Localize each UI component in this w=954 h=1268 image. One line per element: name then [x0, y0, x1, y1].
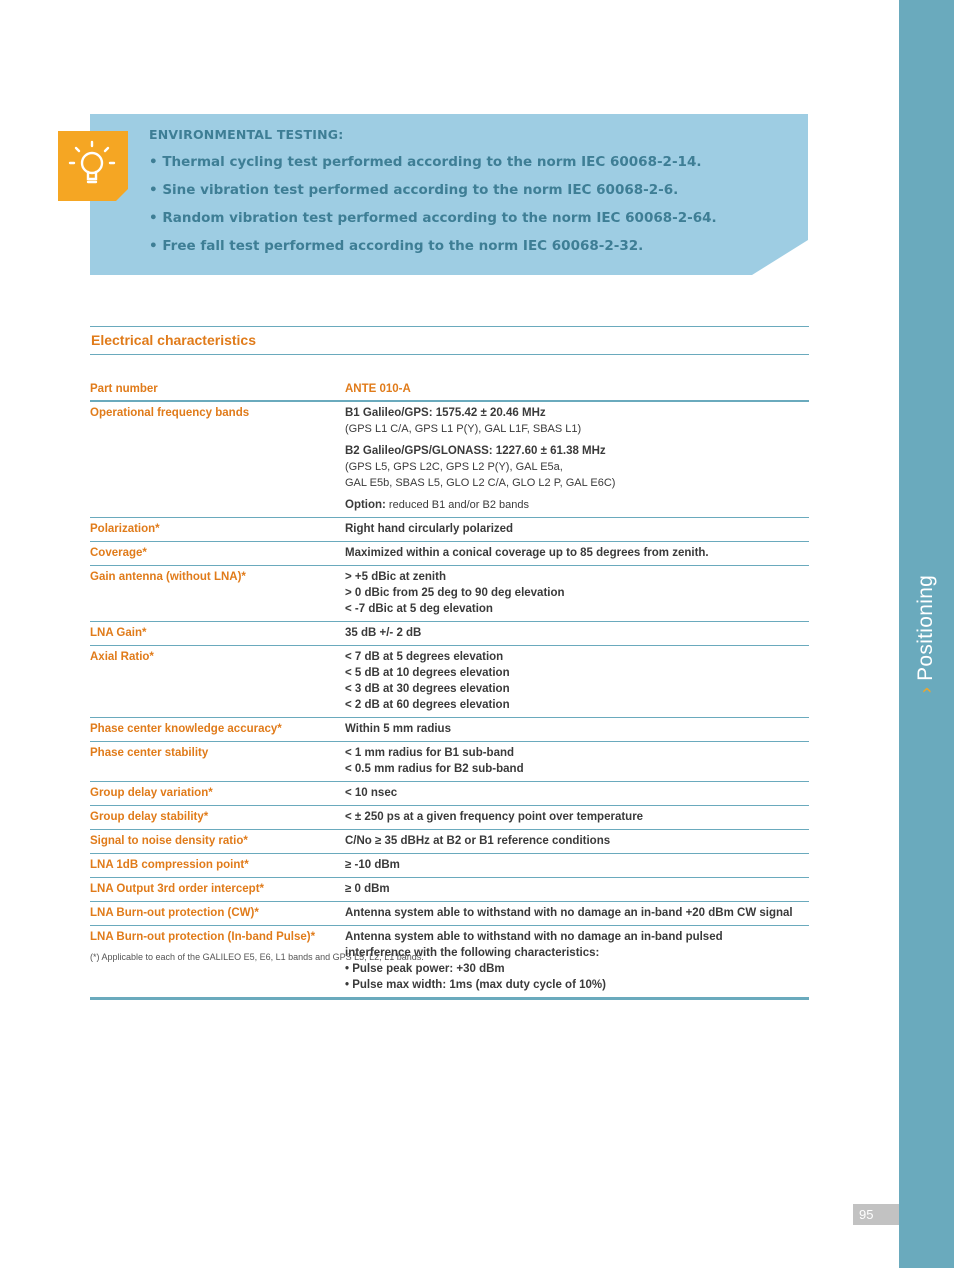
table-row [90, 902, 809, 926]
spec-value-line: > +5 dBic at zenith [345, 571, 446, 583]
table-row [90, 742, 809, 782]
spec-value [345, 649, 809, 713]
option-label: Option: [345, 499, 386, 511]
spec-value-line: < -7 dBic at 5 deg elevation [345, 603, 493, 615]
spec-label: Gain antenna (without LNA)* [90, 571, 246, 583]
environmental-testing-text [149, 127, 799, 266]
spec-label: Group delay variation* [90, 787, 213, 799]
environmental-bullet: • Thermal cycling test performed according to the norm IEC 60068-2-14. [149, 154, 702, 170]
spec-value-line: Antenna system able to withstand with no damage an in-band pulsed [345, 931, 723, 943]
spec-label: LNA Burn-out protection (In-band Pulse)* [90, 931, 316, 943]
spec-value-line: • Pulse max width: 1ms (max duty cycle of 10%) [345, 979, 606, 991]
chevron-icon: › [916, 686, 936, 694]
environmental-bullet: • Free fall test performed according to the norm IEC 60068-2-32. [149, 238, 644, 254]
table-row [90, 806, 809, 830]
spec-value-line: C/No ≥ 35 dBHz at B2 or B1 reference conditions [345, 835, 611, 847]
table-row [90, 718, 809, 742]
spec-value [345, 881, 809, 897]
band-b2-detail: GAL E5b, SBAS L5, GLO L2 C/A, GLO L2 P, GAL E6C) [345, 477, 616, 489]
spec-value: ANTE 010-A [345, 383, 411, 395]
section-rule-top [90, 326, 809, 327]
option-text: reduced B1 and/or B2 bands [385, 499, 529, 511]
spec-label: LNA 1dB compression point* [90, 859, 249, 871]
spec-label: Phase center stability [90, 747, 209, 759]
spec-value [345, 857, 809, 873]
band-b2-detail: (GPS L5, GPS L2C, GPS L2 P(Y), GAL E5a, [345, 461, 563, 473]
band-b2-title: B2 Galileo/GPS/GLONASS: 1227.60 ± 61.38 MHz [345, 445, 606, 457]
environmental-heading: ENVIRONMENTAL TESTING: [149, 127, 344, 142]
section-rule-bottom [90, 354, 809, 355]
table-end-rule [90, 997, 809, 1000]
spec-label: Polarization* [90, 523, 160, 535]
footnote: (*) Applicable to each of the GALILEO E5, E6, L1 bands and GPS L5, L2, L1 bands. [90, 952, 424, 962]
spec-value-line: Within 5 mm radius [345, 723, 451, 735]
table-row [90, 878, 809, 902]
spec-value-line: < 10 nsec [345, 787, 398, 799]
spec-value-line: interference with the following characteristics: [345, 947, 600, 959]
spec-value-line: < ± 250 ps at a given frequency point over temperature [345, 811, 644, 823]
spec-table [90, 378, 809, 1000]
spec-value [345, 545, 809, 561]
spec-value-line: < 1 mm radius for B1 sub-band [345, 747, 515, 759]
spec-value-line: < 7 dB at 5 degrees elevation [345, 651, 504, 663]
spec-label: Signal to noise density ratio* [90, 835, 248, 847]
table-header-row [90, 378, 809, 402]
section-title: Electrical characteristics [91, 332, 256, 348]
spec-value-line: ≥ 0 dBm [345, 883, 390, 895]
spec-value [345, 745, 809, 777]
spec-value [345, 785, 809, 801]
table-row [90, 402, 809, 518]
spec-label: Part number [90, 383, 158, 395]
band-b1-detail: (GPS L1 C/A, GPS L1 P(Y), GAL L1F, SBAS L1) [345, 423, 582, 435]
spec-value [345, 721, 809, 737]
spec-label: Phase center knowledge accuracy* [90, 723, 282, 735]
table-row [90, 622, 809, 646]
table-row [90, 566, 809, 622]
table-row [90, 646, 809, 718]
spec-value [345, 905, 809, 921]
table-row [90, 830, 809, 854]
spec-value-line: Maximized within a conical coverage up to 85 degrees from zenith. [345, 547, 709, 559]
table-row [90, 518, 809, 542]
spec-value [345, 521, 809, 537]
spec-value [345, 833, 809, 849]
spec-value-line: < 2 dB at 60 degrees elevation [345, 699, 510, 711]
spec-value-line: < 0.5 mm radius for B2 sub-band [345, 763, 524, 775]
band-b1-title: B1 Galileo/GPS: 1575.42 ± 20.46 MHz [345, 407, 546, 419]
spec-label: LNA Output 3rd order intercept* [90, 883, 264, 895]
spec-value-line: < 5 dB at 10 degrees elevation [345, 667, 510, 679]
spec-label: Coverage* [90, 547, 147, 559]
spec-value [345, 569, 809, 617]
spec-value [345, 625, 809, 641]
spec-rows [90, 518, 809, 998]
spec-label: Operational frequency bands [90, 407, 250, 419]
table-row [90, 542, 809, 566]
spec-value-line: Right hand circularly polarized [345, 523, 514, 535]
spec-label: LNA Burn-out protection (CW)* [90, 907, 259, 919]
page-number: 95 [853, 1204, 899, 1225]
spec-value [345, 809, 809, 825]
spec-label: Group delay stability* [90, 811, 209, 823]
spec-label: LNA Gain* [90, 627, 147, 639]
table-row [90, 854, 809, 878]
table-row [90, 782, 809, 806]
spec-value-line: < 3 dB at 30 degrees elevation [345, 683, 510, 695]
spec-value-line: Antenna system able to withstand with no damage an in-band +20 dBm CW signal [345, 907, 793, 919]
environmental-bullet: • Random vibration test performed according to the norm IEC 60068-2-64. [149, 210, 717, 226]
table-row [90, 926, 809, 998]
spec-value-line: ≥ -10 dBm [345, 859, 400, 871]
lightbulb-icon [58, 131, 128, 201]
spec-value-line: 35 dB +/- 2 dB [345, 627, 422, 639]
spec-value-line: > 0 dBic from 25 deg to 90 deg elevation [345, 587, 565, 599]
section-tab-label: Positioning [914, 574, 937, 681]
spec-value [345, 405, 809, 513]
section-tab-positioning [914, 575, 938, 693]
spec-label: Axial Ratio* [90, 651, 154, 663]
environmental-bullet: • Sine vibration test performed according to the norm IEC 60068-2-6. [149, 182, 679, 198]
spec-value-line: • Pulse peak power: +30 dBm [345, 963, 505, 975]
